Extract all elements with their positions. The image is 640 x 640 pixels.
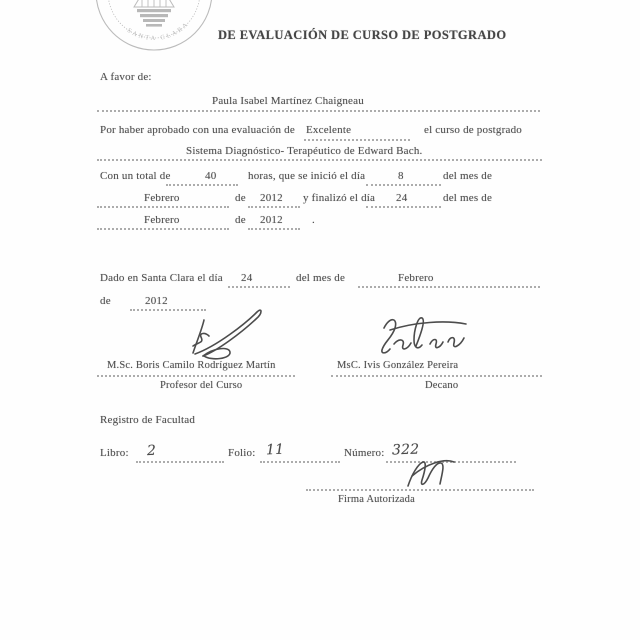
dotted-line-recipient bbox=[97, 110, 540, 112]
registry-number-label: Número: bbox=[344, 447, 385, 459]
dotted-line-dean bbox=[331, 375, 542, 377]
dotted-line-professor bbox=[97, 375, 295, 377]
registry-folio-label: Folio: bbox=[228, 447, 256, 459]
dean-name: MsC. Ivis González Pereira bbox=[337, 360, 459, 371]
dotted-line-grade bbox=[304, 139, 410, 141]
dean-signature bbox=[370, 312, 476, 362]
registry-book-value: 2 bbox=[146, 442, 157, 460]
svg-text:SANTA CLARA bbox=[126, 20, 191, 42]
dean-role: Decano bbox=[425, 380, 459, 391]
registry-number-value: 322 bbox=[391, 441, 420, 459]
authorized-signature-label: Firma Autorizada bbox=[338, 494, 415, 505]
dotted-line-start-month bbox=[97, 206, 229, 208]
schedule-period: . bbox=[312, 214, 315, 226]
issued-day: 24 bbox=[241, 272, 253, 284]
schedule-hours: 40 bbox=[205, 170, 217, 182]
approval-text-after: el curso de postgrado bbox=[424, 124, 522, 136]
schedule-start-year: 2012 bbox=[260, 192, 283, 204]
registry-heading: Registro de Facultad bbox=[100, 414, 196, 426]
dotted-line-course bbox=[97, 159, 542, 161]
schedule-de-2: de bbox=[235, 214, 246, 226]
schedule-hours-label: horas, que se inició el día bbox=[248, 170, 366, 182]
certificate-title: DE EVALUACIÓN DE CURSO DE POSTGRADO bbox=[218, 28, 507, 42]
issued-month: Febrero bbox=[398, 272, 434, 284]
recipient-name: Paula Isabel Martínez Chaigneau bbox=[212, 95, 364, 107]
issued-text: Dado en Santa Clara el día bbox=[100, 272, 223, 284]
professor-signature bbox=[183, 306, 271, 362]
schedule-end-month: Febrero bbox=[144, 214, 180, 226]
schedule-start-month: Febrero bbox=[144, 192, 180, 204]
issued-of-month: del mes de bbox=[296, 272, 346, 284]
registry-book-label: Libro: bbox=[100, 447, 129, 459]
schedule-de-1: de bbox=[235, 192, 246, 204]
recipient-label: A favor de: bbox=[100, 71, 152, 83]
schedule-of-month-1: del mes de bbox=[443, 170, 493, 182]
dotted-line-start-day bbox=[366, 184, 441, 186]
dotted-line-issued-month bbox=[358, 286, 540, 288]
schedule-total-label: Con un total de bbox=[100, 170, 171, 182]
schedule-end-year: 2012 bbox=[260, 214, 283, 226]
issued-de: de bbox=[100, 295, 111, 307]
schedule-start-day: 8 bbox=[398, 170, 404, 182]
schedule-of-month-2: del mes de bbox=[443, 192, 493, 204]
registry-folio-value: 11 bbox=[265, 441, 285, 459]
issued-year: 2012 bbox=[145, 295, 168, 307]
dotted-line-end-year bbox=[248, 228, 300, 230]
seal-bottom-text: SANTA CLARA bbox=[125, 20, 191, 43]
authorized-signature bbox=[400, 456, 462, 492]
university-seal-stamp bbox=[88, 0, 222, 58]
dotted-line-folio bbox=[260, 461, 340, 463]
professor-role: Profesor del Curso bbox=[160, 380, 243, 391]
dotted-line-book bbox=[136, 461, 224, 463]
professor-name: M.Sc. Boris Camilo Rodríguez Martín bbox=[107, 360, 276, 371]
dotted-line-end-day bbox=[366, 206, 441, 208]
dotted-line-start-year bbox=[248, 206, 300, 208]
dotted-line-end-month bbox=[97, 228, 229, 230]
dotted-line-authorized bbox=[306, 489, 534, 491]
approval-text-before: Por haber aprobado con una evaluación de bbox=[100, 124, 295, 136]
course-name: Sistema Diagnóstico- Terapéutico de Edward Bach. bbox=[186, 145, 423, 157]
dotted-line-issued-day bbox=[228, 286, 290, 288]
dotted-line-hours bbox=[166, 184, 238, 186]
schedule-end-day: 24 bbox=[396, 192, 408, 204]
approval-grade: Excelente bbox=[306, 124, 352, 136]
schedule-end-label: y finalizó el día bbox=[303, 192, 376, 204]
